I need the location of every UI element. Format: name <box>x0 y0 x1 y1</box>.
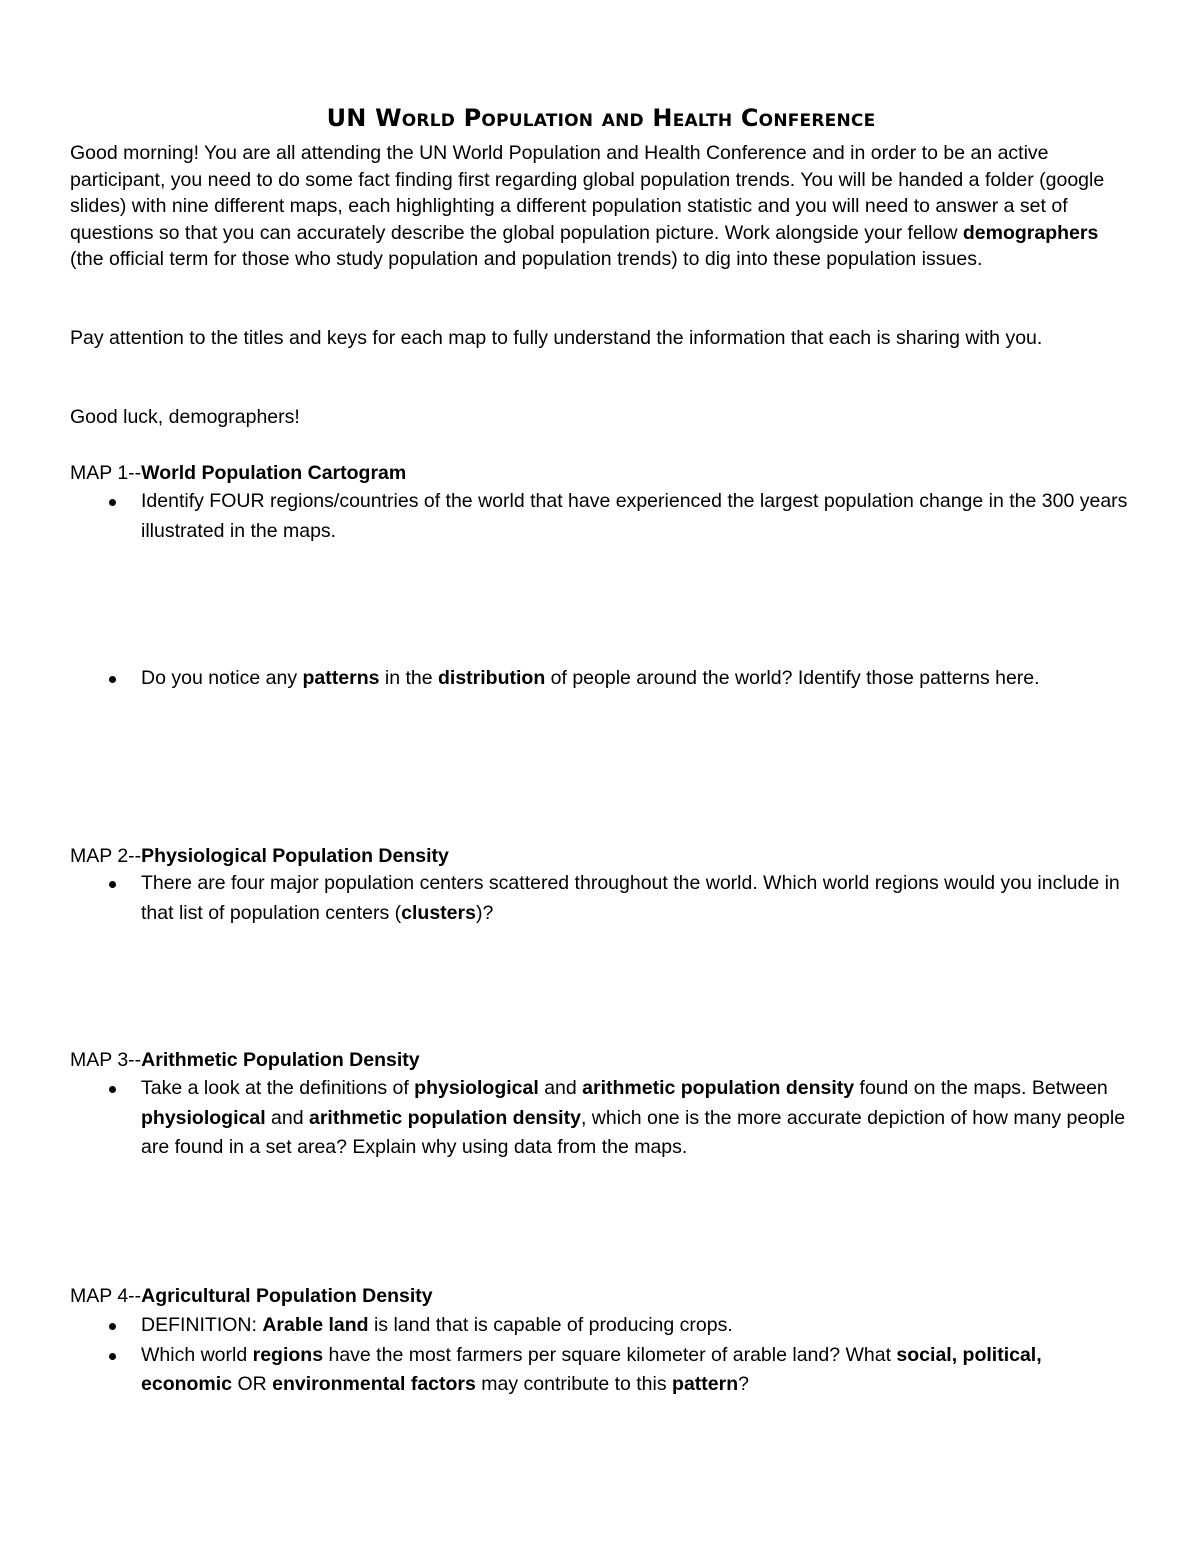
map3-prefix: MAP 3-- <box>70 1049 142 1071</box>
map3-name: Arithmetic Population Density <box>141 1049 420 1071</box>
map4-prefix: MAP 4-- <box>70 1285 142 1307</box>
map3-q1-keyword-2: arithmetic population density <box>582 1077 855 1099</box>
map4-heading <box>70 1283 433 1309</box>
map4-question-1 <box>70 1311 1132 1341</box>
map2-q1-text-2: )? <box>475 901 494 924</box>
map2-prefix: MAP 2-- <box>70 845 142 867</box>
map3-heading <box>70 1047 420 1073</box>
map4-q2-text-2: have the most farmers per square kilometer of arable land? What <box>323 1343 897 1366</box>
map1-prefix: MAP 1-- <box>70 462 142 484</box>
intro-keyword-demographers: demographers <box>962 221 1099 244</box>
map1-questions-2 <box>70 664 1132 694</box>
map3-q1-text-5: , which one is the more accurate depiction of how many people are found in a set area? Explain why using data from the maps. <box>141 1106 1126 1158</box>
map3-q1-text-4: and <box>265 1106 309 1129</box>
map3-q1-text: Take a look at the definitions of <box>141 1077 415 1099</box>
map3-questions <box>70 1074 1132 1163</box>
map1-q2-text: Do you notice any <box>141 667 303 689</box>
map4-q2-text-3: OR <box>232 1373 273 1395</box>
map3-question-1 <box>70 1074 1132 1163</box>
map2-name: Physiological Population Density <box>141 845 449 867</box>
map2-q1-text: There are four major population centers scattered throughout the world. Which world regions would you include in that list of population centers ( <box>141 872 1120 924</box>
map4-questions <box>70 1311 1132 1400</box>
map4-q2-keyword-pattern: pattern <box>672 1373 739 1395</box>
map4-q2-keyword-regions: regions <box>252 1343 324 1366</box>
map3-q1-text-3: found on the maps. Between <box>854 1077 1108 1099</box>
map2-q1-keyword-clusters: clusters <box>401 901 476 924</box>
map1-q1-text: Identify FOUR regions/countries of the world that have experienced the largest population change in the 300 years illustrated in the maps. <box>141 490 1128 542</box>
intro-paragraph <box>70 140 1132 273</box>
intro-text: Good morning! You are all attending the UN World Population and Health Conference and in order to be an active participant, you need to do some fact finding first regarding global population trends. You will be handed a folder (google slides) with nine different maps, each highlighting a different population statistic and you will need to answer a set of questions so that you can accurately describe the global population picture. Work alongside your fellow <box>70 142 1105 244</box>
map3-q1-keyword-4: arithmetic population density <box>308 1106 581 1129</box>
good-luck-line: Good luck, demographers! <box>70 406 300 428</box>
map4-q2-text-5: ? <box>738 1373 749 1395</box>
map3-q1-keyword-3: physiological <box>141 1106 266 1129</box>
map4-name: Agricultural Population Density <box>141 1285 433 1307</box>
map1-question-1 <box>70 487 1132 546</box>
map1-q2-text-3: of people around the world? Identify those patterns here. <box>545 667 1040 689</box>
map4-q2-keyword-factors: social, political, economic <box>141 1343 1042 1395</box>
map4-q1-keyword-arable-land: Arable land <box>262 1314 369 1336</box>
map1-q2-keyword-distribution: distribution <box>438 667 546 689</box>
map1-name: World Population Cartogram <box>141 462 407 484</box>
map3-q1-text-2: and <box>538 1077 583 1099</box>
map4-q1-text-2: is land that is capable of producing crops. <box>368 1314 733 1336</box>
map4-q2-text: Which world <box>141 1343 253 1366</box>
map2-heading <box>70 843 449 869</box>
map4-question-2 <box>70 1341 1132 1400</box>
map1-questions <box>70 487 1132 546</box>
map4-q1-text: DEFINITION: <box>141 1314 263 1336</box>
map1-heading <box>70 460 406 486</box>
map3-q1-keyword-1: physiological <box>414 1077 539 1099</box>
intro-text-cont: (the official term for those who study population and population trends) to dig into these population issues. <box>70 248 983 270</box>
map2-questions <box>70 869 1132 928</box>
map2-question-1 <box>70 869 1132 928</box>
map4-q2-keyword-environmental: environmental factors <box>272 1373 476 1395</box>
map1-q2-keyword-patterns: patterns <box>302 667 380 689</box>
map4-q2-text-4: may contribute to this <box>475 1373 673 1395</box>
map1-question-2 <box>70 664 1132 694</box>
map1-q2-text-2: in the <box>379 667 438 689</box>
instructions-paragraph: Pay attention to the titles and keys for each map to fully understand the information that each is sharing with you. <box>70 327 1043 349</box>
document-title: UN World Population and Health Conference <box>326 104 876 132</box>
